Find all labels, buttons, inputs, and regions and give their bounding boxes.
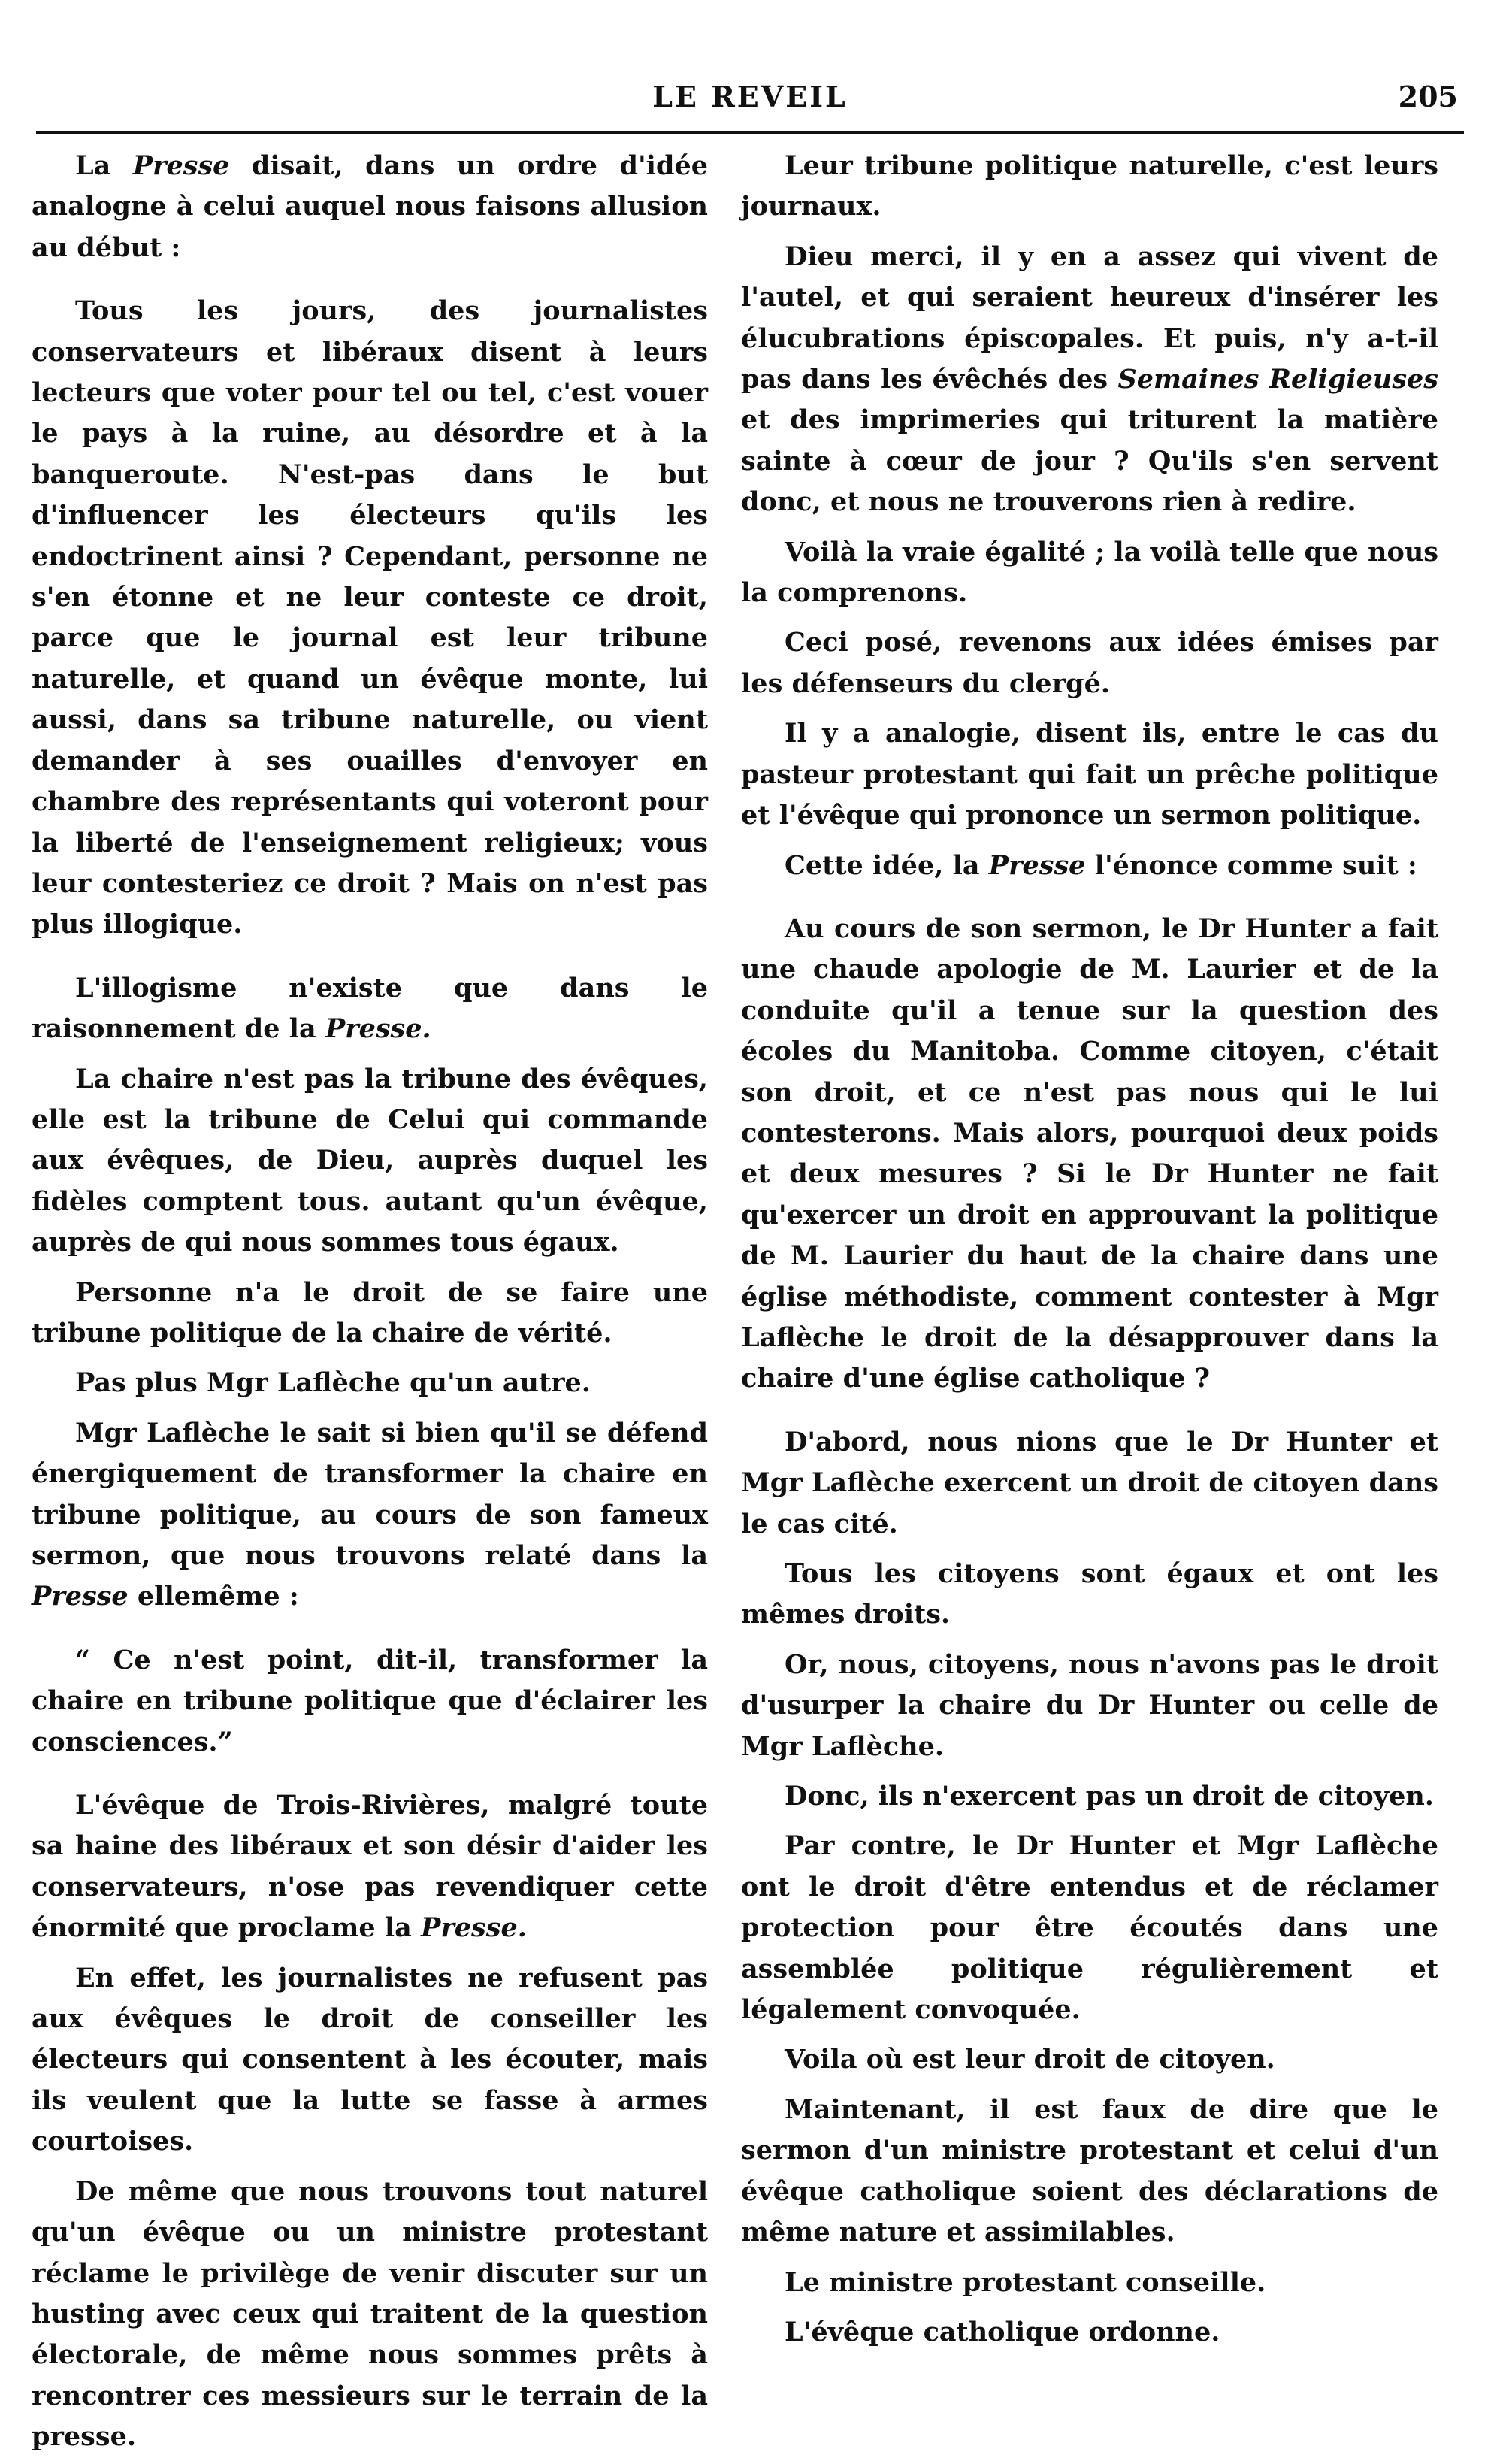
paragraph — [32, 1273, 708, 1355]
left-column — [32, 146, 708, 2458]
italic-title-run: Presse — [132, 150, 230, 181]
paragraph — [741, 1826, 1438, 2030]
paragraph — [741, 146, 1438, 228]
text-run: l'énonce comme suit : — [1085, 849, 1417, 881]
paragraph — [741, 1554, 1438, 1636]
paragraph — [741, 2039, 1438, 2080]
paragraph — [32, 1059, 708, 1264]
text-run: Cette idée, la — [785, 849, 989, 881]
text-run: disait, dans un ordre d'idée analogne à celui auquel nous faisons allusion au début : — [32, 150, 708, 263]
right-column — [741, 146, 1438, 2353]
paragraph — [32, 146, 708, 268]
text-run: Tous les jours, des journalistes conservateurs et libéraux disent à leurs lecteurs que voter pour tel ou tel, c'est vouer le pays à la ruine, au désordre et à la banqueroute. N'est-pas dans le but d'influencer les électeurs qu'ils les endoctrinent ainsi ? Cependant, personne ne s'en étonne et ne leur conteste ce droit, parce que le journal est leur tribune naturelle, et quand un évêque monte, lui aussi, dans sa tribune naturelle, ou vient demander à ses ouailles d'envoyer en chambre des représentants qui voteront pour la liberté de l'enseignement religieux; vous leur contesteriez ce droit ? Mais on n'est pas plus illogique. — [32, 295, 708, 940]
text-run: Donc, ils n'exercent pas un droit de citoyen. — [785, 1781, 1434, 1812]
journal-title: LE REVEIL — [652, 80, 848, 114]
text-run: Ceci posé, revenons aux idées émises par les défenseurs du clergé. — [741, 627, 1438, 699]
italic-title-run: Presse — [988, 849, 1086, 881]
text-run: Voilà la vraie égalité ; la voilà telle que nous la comprenons. — [741, 536, 1438, 609]
paragraph — [32, 1413, 708, 1618]
page-number: 205 — [1398, 80, 1458, 114]
paragraph — [32, 968, 708, 1050]
italic-title-run: Presse. — [325, 1013, 431, 1045]
paragraph — [32, 1363, 708, 1403]
quoted-paragraph — [32, 291, 708, 946]
text-run: L'évêque de Trois-Rivières, malgré toute sa haine des libéraux et son désir d'aider les conservateurs, n'ose pas revendiquer cette énormité que proclame la — [32, 1790, 708, 1944]
paragraph — [741, 2312, 1438, 2353]
text-run: Il y a analogie, disent ils, entre le cas du pasteur protestant qui fait un prêche politique et l'évêque qui prononce un sermon politique. — [741, 718, 1438, 831]
paragraph — [741, 2263, 1438, 2303]
paragraph — [741, 1776, 1438, 1817]
text-run: Or, nous, citoyens, nous n'avons pas le droit d'usurper la chaire du Dr Hunter ou celle de Mgr Laflèche. — [741, 1648, 1438, 1762]
text-run: “ Ce n'est point, dit-il, transformer la chaire en tribune politique que d'éclairer les consciences.” — [32, 1644, 708, 1757]
paragraph — [741, 713, 1438, 836]
text-run: Par contre, le Dr Hunter et Mgr Laflèche ont le droit d'être entendus et de réclamer protection pour être écoutés dans une assemblée politique régulièrement et légalement convoquée. — [741, 1830, 1438, 2026]
text-run: L'évêque catholique ordonne. — [785, 2316, 1220, 2348]
text-run: Maintenant, il est faux de dire que le sermon d'un ministre protestant et celui d'un évêque catholique soient des déclarations de même nature et assimilables. — [741, 2093, 1438, 2248]
text-run: Voila où est leur droit de citoyen. — [785, 2044, 1275, 2075]
text-run: Mgr Laflèche le sait si bien qu'il se défend énergiquement de transformer la chaire en tribune politique, au cours de son fameux sermon, que nous trouvons relaté dans la — [32, 1417, 708, 1571]
text-run: Pas plus Mgr Laflèche qu'un autre. — [75, 1367, 591, 1399]
text-run: ellemême : — [128, 1581, 299, 1612]
paragraph — [741, 2090, 1438, 2254]
paragraph — [741, 1645, 1438, 1767]
paragraph — [741, 237, 1438, 523]
text-run: En effet, les journalistes ne refusent pas aux évêques le droit de conseiller les électeurs qui consentent à les écouter, mais ils veulent que la lutte se fasse à armes courtoises. — [32, 1962, 708, 2157]
paragraph — [741, 622, 1438, 704]
paragraph — [741, 532, 1438, 614]
paragraph — [32, 1785, 708, 1949]
header-rule — [36, 131, 1464, 134]
text-run: Le ministre protestant conseille. — [785, 2266, 1266, 2298]
text-run: et des imprimeries qui triturent la matière sainte à cœur de jour ? Qu'ils s'en servent donc, et nous ne trouverons rien à redire. — [741, 404, 1438, 518]
text-run: Personne n'a le droit de se faire une tribune politique de la chaire de vérité. — [32, 1276, 708, 1349]
italic-title-run: Presse — [32, 1581, 129, 1612]
paragraph — [741, 846, 1438, 886]
text-run: De même que nous trouvons tout naturel qu'un évêque ou un ministre protestant réclame le privilège de venir discuter sur un husting avec ceux qui traitent de la question électorale, de même nous sommes prêts à rencontrer ces messieurs sur le terrain de la presse. — [32, 2175, 708, 2453]
paragraph — [741, 1422, 1438, 1545]
text-run: Tous les citoyens sont égaux et ont les mêmes droits. — [741, 1558, 1438, 1630]
italic-title-run: Presse. — [421, 1912, 527, 1944]
text-run: L'illogisme n'existe que dans le raisonnement de la — [32, 972, 708, 1045]
text-run: La chaire n'est pas la tribune des évêques, elle est la tribune de Celui qui commande aux évêques, de Dieu, auprès duquel les fidèles comptent tous. autant qu'un évêque, auprès de qui nous sommes tous égaux. — [32, 1063, 708, 1258]
running-header — [36, 72, 1464, 117]
text-run: La — [75, 150, 133, 181]
quoted-paragraph — [741, 909, 1438, 1400]
paragraph — [32, 2172, 708, 2458]
text-run: Leur tribune politique naturelle, c'est leurs journaux. — [741, 150, 1438, 222]
quoted-paragraph — [32, 1640, 708, 1763]
paragraph — [32, 1958, 708, 2163]
text-run: Dieu merci, il y en a assez qui vivent de l'autel, et qui seraient heureux d'insérer les élucubrations épiscopales. Et puis, n'y a-t-il pas dans les évêchés des — [741, 241, 1438, 395]
text-run: Au cours de son sermon, le Dr Hunter a fait une chaude apologie de M. Laurier et de la conduite qu'il a tenue sur la question des écoles du Manitoba. Comme citoyen, c'était son droit, et ce n'est pas nous qui le lui contesterons. Mais alors, pourquoi deux poids et deux mesures ? Si le Dr Hunter ne fait qu'exercer un droit en approuvant la politique de M. Laurier du haut de la chaire dans une église méthodiste, comment contester à Mgr Laflèche le droit de la désapprouver dans la chaire d'une église catholique ? — [741, 913, 1438, 1394]
text-run: D'abord, nous nions que le Dr Hunter et Mgr Laflèche exercent un droit de citoyen dans le cas cité. — [741, 1426, 1438, 1539]
italic-title-run: Semaines Religieuses — [1117, 364, 1439, 395]
